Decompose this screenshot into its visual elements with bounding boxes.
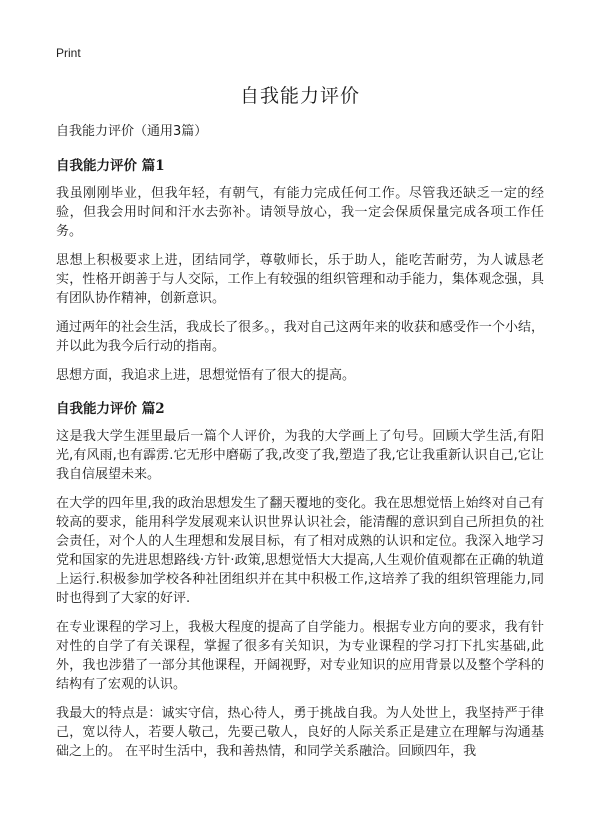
paragraph: 在专业课程的学习上，我极大程度的提高了自学能力。根据专业方向的要求，我有针对性的自学了有关课程，掌握了很多有关知识，为专业课程的学习打下扎实基础,此外，我也涉猎了一部分其他课程，开阔视野，对专业知识的应用背景以及整个学科的结构有了宏观的认识。	[56, 620, 544, 692]
print-link[interactable]: Print	[56, 46, 81, 60]
document-subtitle: 自我能力评价（通用3篇）	[56, 124, 208, 139]
paragraph: 思想上积极要求上进，团结同学，尊敬师长，乐于助人，能吃苦耐劳，为人诚恳老实，性格开朗善于与人交际，工作上有较强的组织管理和动手能力，集体观念强，具有团队协作精神，创新意识。	[56, 253, 544, 306]
paragraph: 通过两年的社会生活，我成长了很多。，我对自己这两年来的收获和感受作一个小结，并以此为我今后行动的指南。	[56, 320, 544, 354]
section-heading-2: 自我能力评价 篇2	[56, 401, 165, 417]
paragraph: 在大学的四年里,我的政治思想发生了翻天覆地的变化。我在思想觉悟上始终对自己有较高的要求，能用科学发展观来认识世界认识社会，能清醒的意识到自己所担负的社会责任，对个人的人生理想和发展目标，有了相对成熟的认识和定位。我深入地学习党和国家的先进思想路线·方针·政策,思想觉悟大大提高,人生观价值观都在正确的轨道上运行.积极参加学校各种社团组织并在其中积极工作,这培养了我的组织管理能力,同时也得到了大家的好评.	[56, 496, 544, 606]
paragraph: 这是我大学生涯里最后一篇个人评价，为我的大学画上了句号。回顾大学生活,有阳光,有风雨,也有霹雳.它无形中磨砺了我,改变了我,塑造了我,它让我重新认识自己,它让我自信展望未来。	[56, 429, 544, 482]
paragraph: 我虽刚刚毕业，但我年轻，有朝气，有能力完成任何工作。尽管我还缺乏一定的经验，但我会用时间和汗水去弥补。请领导放心，我一定会保质保量完成各项工作任务。	[56, 186, 544, 239]
paragraph: 我最大的特点是：诚实守信，热心待人，勇于挑战自我。为人处世上，我坚持严于律己，宽以待人，若要人敬己，先要己敬人，良好的人际关系正是建立在理解与沟通基础之上的。 在平时生活中，我和善热情，和同学关系融洽。回顾四年，我	[56, 706, 544, 759]
paragraph: 思想方面，我追求上进，思想觉悟有了很大的提高。	[56, 368, 356, 383]
section-heading-1: 自我能力评价 篇1	[56, 158, 165, 174]
page-title: 自我能力评价	[239, 85, 360, 107]
